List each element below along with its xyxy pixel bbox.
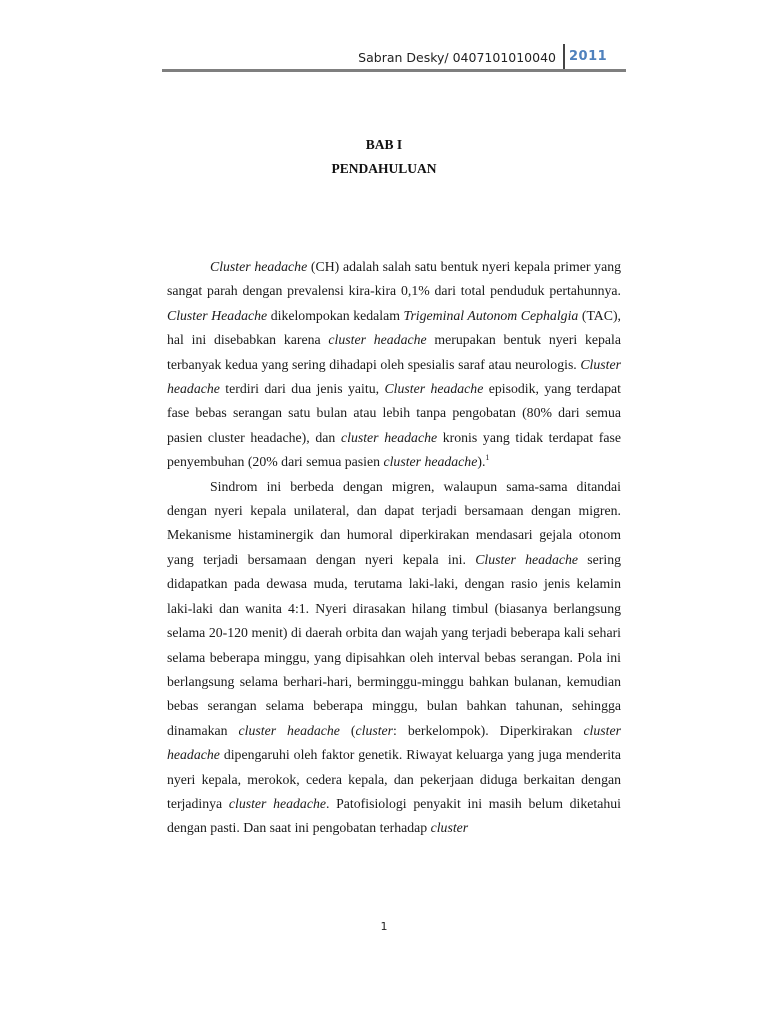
chapter-title: PENDAHULUAN	[331, 161, 437, 176]
page-header	[162, 44, 626, 71]
text-run: : berkelompok). Diperkirakan	[393, 722, 584, 738]
italic-term: Cluster headache	[210, 259, 308, 274]
italic-term: cluster headache	[328, 332, 427, 348]
italic-term: cluster headache	[238, 722, 340, 738]
text-run: (CH) adalah salah satu bentuk nyeri kepala primer yang sangat parah dengan prevalensi kira-kira 0,1% dari total penduduk pertahunnya.	[167, 259, 621, 299]
italic-term: Cluster headache	[384, 381, 484, 397]
header-year: 2011	[569, 49, 608, 64]
italic-term: cluster	[430, 820, 469, 836]
text-run: dipengaruhi oleh faktor genetik. Riwayat keluarga yang juga menderita nyeri kepala, merokok, cedera kepala, dan pekerjaan diduga berkaitan dengan terjadinya	[167, 747, 621, 811]
body-text	[167, 255, 621, 841]
text-run: Sindrom ini berbeda dengan migren, walaupun sama-sama ditandai dengan nyeri kepala unilateral, dan dapat terjadi bersamaan dengan migren. Mekanisme histaminergik dan humoral diperkirakan mendasari gejala otonom yang terjadi bersamaan dengan nyeri kepala ini.	[167, 478, 621, 567]
italic-term: cluster	[355, 722, 394, 738]
italic-term: Cluster Headache	[167, 307, 268, 323]
text-run: terdiri dari dua jenis yaitu,	[219, 381, 385, 397]
text-run: sering didapatkan pada dewasa muda, terutama laki-laki, dengan rasio jenis kelamin laki-laki dan wanita 4:1. Nyeri dirasakan hilang timbul (biasanya berlangsung selama 20-120 menit) di daerah orbita dan wajah yang terjadi beberapa kali sehari selama beberapa minggu, yang dipisahkan oleh interval bebas serangan. Pola ini berlangsung selama berhari-hari, berminggu-minggu bahkan bulanan, kemudian bebas serangan selama beberapa minggu, bulan bahkan tahunan, sehingga dinamakan	[167, 551, 621, 738]
italic-term: cluster headache	[228, 795, 326, 811]
italic-term: Cluster headache	[475, 551, 578, 567]
italic-term: cluster headache	[341, 429, 438, 445]
footnote-reference: 1	[485, 453, 490, 463]
header-separator	[563, 44, 565, 71]
italic-term: cluster headache	[383, 454, 478, 470]
text-run: kronis yang tidak terdapat fase penyembuhan (20% dari semua pasien	[167, 429, 621, 470]
page-number: 1	[380, 920, 388, 933]
header-rule	[162, 69, 626, 72]
text-run: ).	[477, 454, 486, 470]
italic-term: cluster headache	[167, 722, 621, 763]
paragraph	[167, 475, 621, 841]
text-run: (TAC), hal ini disebabkan karena	[167, 307, 621, 348]
text-run: (	[339, 722, 356, 738]
italic-term: Cluster headache	[167, 356, 621, 397]
chapter-number: BAB I	[365, 137, 403, 152]
text-run: dikelompokan kedalam	[267, 307, 404, 323]
text-run: episodik, yang terdapat fase bebas serangan satu bulan atau lebih tanpa pengobatan (80% dari semua pasien cluster headache), dan	[167, 381, 621, 445]
header-author: Sabran Desky/ 0407101010040	[358, 50, 556, 65]
paragraph	[167, 255, 621, 475]
text-run: . Patofisiologi penyakit ini masih belum diketahui dengan pasti. Dan saat ini pengobatan terhadap	[167, 795, 621, 836]
italic-term: Trigeminal Autonom Cephalgia	[403, 307, 579, 323]
text-run: merupakan bentuk nyeri kepala terbanyak kedua yang sering dihadapi oleh spesialis saraf atau neurologis.	[167, 332, 621, 372]
